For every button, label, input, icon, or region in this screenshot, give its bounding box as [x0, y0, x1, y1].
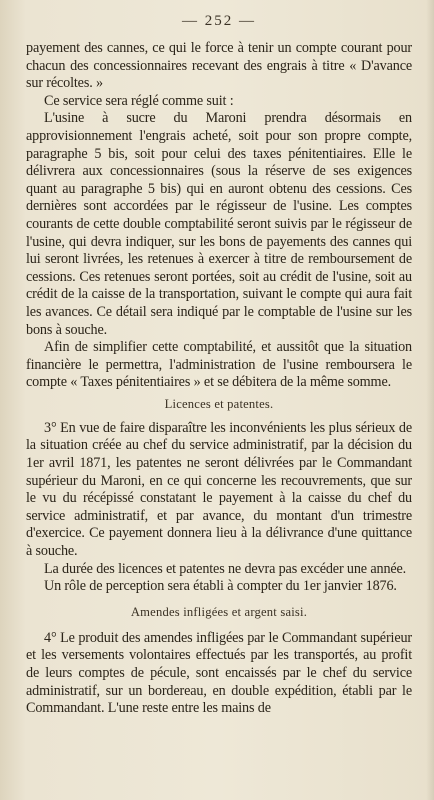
- paragraph-duree-licences: La durée des licences et patentes ne devra pas excéder une année.: [44, 560, 407, 577]
- paragraph-usine-sucre: L'usine à sucre du Maroni prendra désormais en approvisionnement l'engrais acheté, soit pour son propre compte, paragraphe 5 bis, soit pour celui des taxes pénitentiaires. Elle le délivrera aux concessionnaires (sous la réserve de ses exigences quant au paragraphe 5 bis) qui en auront obtenu des cessions. Ces dernières sont accordées par le régisseur de l'usine. Les comptes courants de cette double comptabilité seront suivis par le régisseur de l'usine, qui devra indiquer, sur les bons de payements des cannes qui lui seront livrées, les retenues à exercer à titre de remboursement de cessions. Ces retenues seront portées, soit au crédit de l'usine, soit au crédit de la caisse de la transportation, suivant le compte qui aura fait les avances. Ce détail sera indiqué par le comptable de l'usine sur les bons à souche.: [26, 110, 412, 338]
- paragraph-service-regle: Ce service sera réglé comme suit :: [44, 92, 234, 109]
- paragraph-licences-patentes: 3° En vue de faire disparaître les inconvénients les plus sérieux de la situation créée au chef du service administratif, par la décision du 1er avril 1871, les patentes ne seront délivrées par le Commandant supérieur du Maroni, en ce qui concerne les recouvrements, que sur le vu du récépissé constatant le payement à la caisse du chef du service administratif, et par avance, du montant d'un trimestre d'exercice. Ce payement donnera lieu à la délivrance d'une quittance à souche.: [26, 419, 412, 560]
- scan-edge-shadow: [426, 0, 434, 800]
- page-number: — 252 —: [182, 13, 256, 29]
- section-heading-licences: Licences et patentes.: [164, 396, 274, 411]
- paragraph-payement-cannes: payement des cannes, ce qui le force à tenir un compte courant pour chacun des concessionnaires recevant des engrais à titre « D'avance sur récoltes. »: [26, 40, 412, 92]
- paragraph-produit-amendes: 4° Le produit des amendes infligées par le Commandant supérieur et les versements volontaires effectués par les transportés, au profit de leurs comptes de pécule, sont encaissés par le chef du service administratif, sur un bordereau, en double expédition, établi par le Commandant. L'une reste entre les mains de: [26, 629, 412, 717]
- paragraph-role-perception: Un rôle de perception sera établi à compter du 1er janvier 1876.: [44, 578, 397, 595]
- paragraph-simplifier-comptabilite: Afin de simplifier cette comptabilité, et aussitôt que la situation financière le permettra, l'administration de l'usine remboursera le compte « Taxes pénitentiaires » et se débitera de la même somme.: [26, 339, 412, 391]
- section-heading-amendes: Amendes infligées et argent saisi.: [130, 604, 308, 619]
